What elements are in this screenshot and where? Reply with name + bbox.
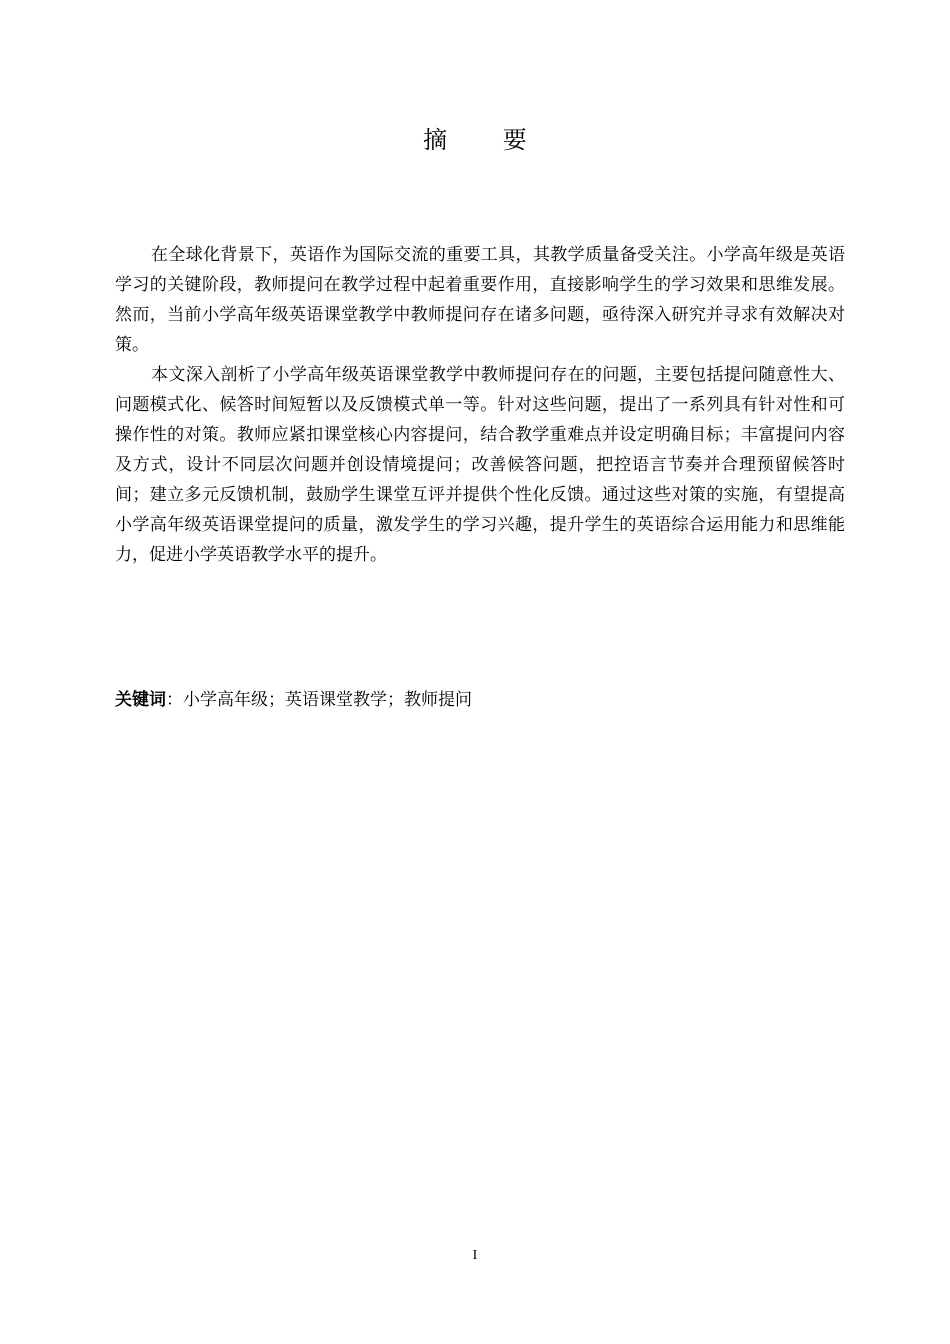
- page-number: I: [472, 1248, 478, 1263]
- abstract-title: 摘 要: [423, 126, 551, 154]
- abstract-body: [115, 240, 845, 570]
- keywords-label: 关键词: [115, 690, 166, 710]
- keywords-line: [115, 685, 845, 715]
- keywords-separator: ：: [166, 690, 183, 710]
- abstract-paragraph-2: 本文深入剖析了小学高年级英语课堂教学中教师提问存在的问题，主要包括提问随意性大、问题模式化、候答时间短暂以及反馈模式单一等。针对这些问题，提出了一系列具有针对性和可操作性的对策。教师应紧扣课堂核心内容提问，结合教学重难点并设定明确目标；丰富提问内容及方式，设计不同层次问题并创设情境提问；改善候答问题，把控语言节奏并合理预留候答时间；建立多元反馈机制，鼓励学生课堂互评并提供个性化反馈。通过这些对策的实施，有望提高小学高年级英语课堂提问的质量，激发学生的学习兴趣，提升学生的英语综合运用能力和思维能力，促进小学英语教学水平的提升。: [115, 365, 845, 565]
- abstract-paragraph-1: 在全球化背景下，英语作为国际交流的重要工具，其教学质量备受关注。小学高年级是英语学习的关键阶段，教师提问在教学过程中起着重要作用，直接影响学生的学习效果和思维发展。然而，当前小学高年级英语课堂教学中教师提问存在诸多问题，亟待深入研究并寻求有效解决对策。: [115, 245, 845, 355]
- keywords-value: 小学高年级；英语课堂教学；教师提问: [183, 690, 472, 710]
